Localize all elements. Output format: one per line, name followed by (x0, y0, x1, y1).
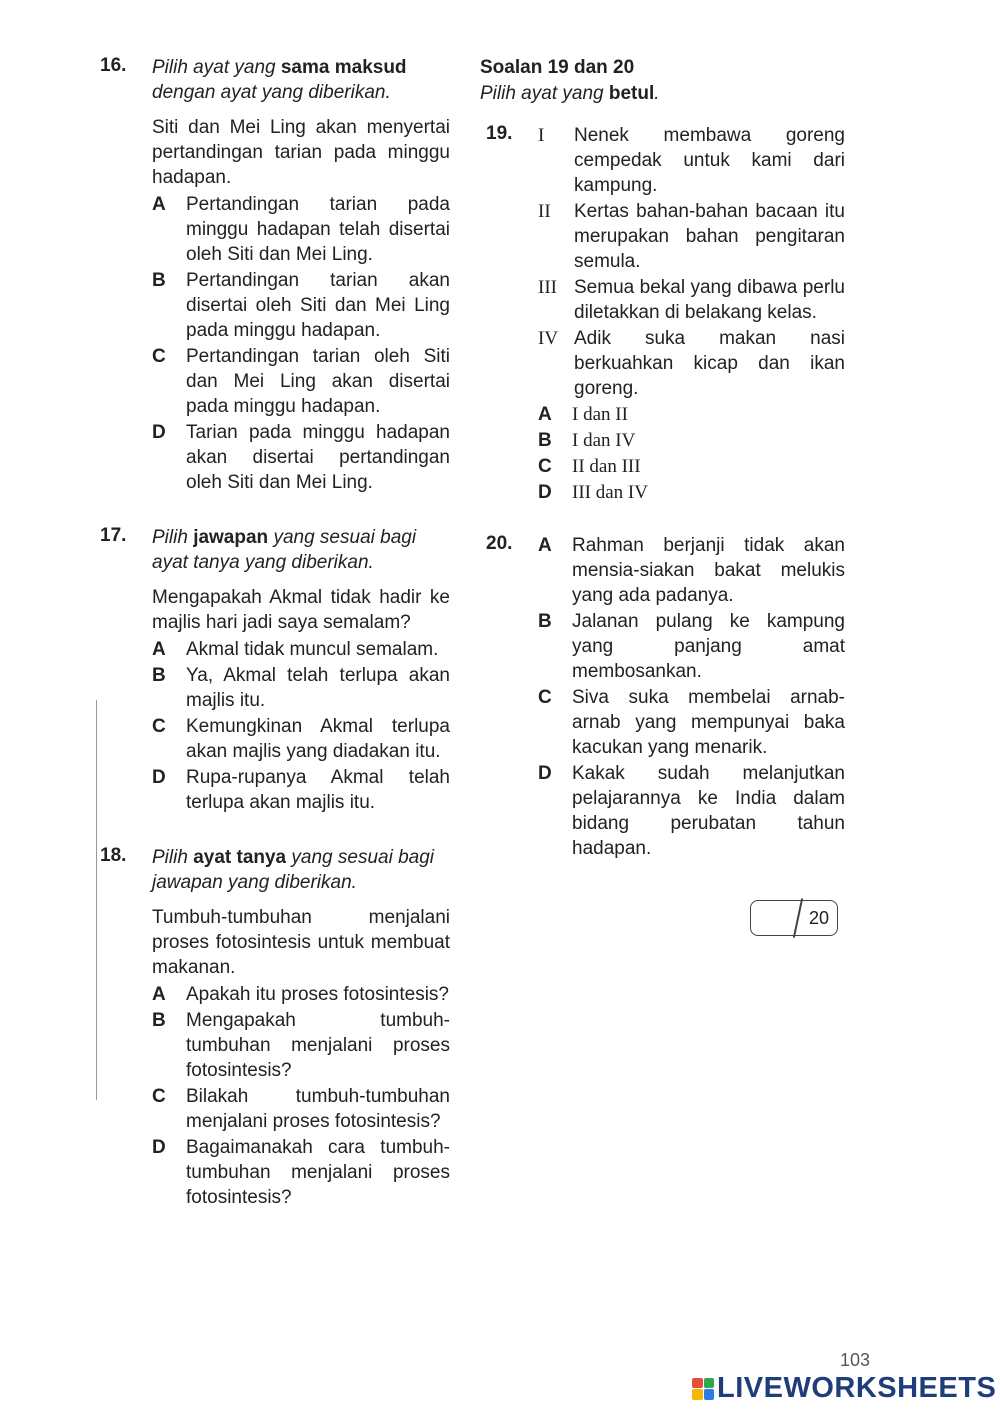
option-text: Kemungkinan Akmal terlupa akan majlis yang diadakan itu. (186, 716, 450, 762)
logo-square (692, 1389, 703, 1400)
statement-numeral: III (538, 277, 557, 298)
option-text: Mengapakah tumbuh-tumbuhan menjalani proses fotosintesis? (186, 1010, 450, 1081)
instruction: Pilih jawapan yang sesuai bagi ayat tanya yang diberikan. (152, 527, 417, 573)
statement-numeral: I (538, 125, 545, 146)
option-d[interactable] (152, 420, 450, 495)
question-stem: Mengapakah Akmal tidak hadir ke majlis hari jadi saya semalam? (152, 587, 450, 633)
option-a[interactable] (538, 402, 845, 427)
option-b[interactable] (538, 609, 845, 684)
option-c[interactable] (152, 344, 450, 419)
option-letter: B (538, 611, 552, 632)
liveworksheets-logo-icon (692, 1378, 714, 1400)
margin-line (96, 700, 97, 1100)
logo-square (692, 1378, 703, 1389)
options (538, 533, 845, 861)
option-letter: D (152, 422, 166, 443)
statement-iv (538, 326, 845, 401)
option-letter: C (538, 456, 552, 477)
option-d[interactable] (538, 480, 845, 505)
options (152, 192, 450, 495)
option-text: I dan IV (572, 430, 636, 451)
question-stem: Siti dan Mei Ling akan menyertai pertandingan tarian pada minggu hadapan. (152, 117, 450, 188)
option-b[interactable] (538, 428, 845, 453)
option-letter: C (152, 716, 166, 737)
option-text: I dan II (572, 404, 628, 425)
left-column (100, 55, 450, 1211)
option-letter: A (538, 535, 552, 556)
option-text: Kakak sudah melanjutkan pelajarannya ke India dalam bidang perubatan tahun hadapan. (572, 763, 845, 859)
option-a[interactable] (152, 982, 450, 1007)
option-text: Ya, Akmal telah terlupa akan majlis itu. (186, 665, 450, 711)
option-letter: D (152, 767, 166, 788)
option-letter: C (538, 687, 552, 708)
option-text: Pertandingan tarian oleh Siti dan Mei Ling akan disertai pada minggu hadapan. (186, 346, 450, 417)
option-text: Pertandingan tarian akan disertai oleh Siti dan Mei Ling pada minggu hadapan. (186, 270, 450, 341)
option-text: Siva suka membelai arnab-arnab yang mempunyai baka kacukan yang menarik. (572, 687, 845, 758)
statement-text: Nenek membawa goreng cempedak untuk kami dari kampung. (574, 125, 845, 196)
statement-ii (538, 199, 845, 274)
option-d[interactable] (152, 1135, 450, 1210)
option-letter: D (538, 763, 552, 784)
option-c[interactable] (538, 685, 845, 760)
option-text: II dan III (572, 456, 641, 477)
option-letter: A (152, 194, 166, 215)
statement-i (538, 123, 845, 198)
option-text: III dan IV (572, 482, 648, 503)
right-column (480, 55, 845, 862)
option-letter: B (152, 270, 166, 291)
question-number: 18. (100, 845, 127, 866)
option-b[interactable] (152, 1008, 450, 1083)
option-d[interactable] (152, 765, 450, 815)
option-letter: B (538, 430, 552, 451)
question-number: 17. (100, 525, 127, 546)
score-box (750, 900, 838, 936)
option-text: Rupa-rupanya Akmal telah terlupa akan majlis itu. (186, 767, 450, 813)
instruction: Pilih ayat tanya yang sesuai bagi jawapan yang diberikan. (152, 847, 435, 893)
statement-numeral: II (538, 201, 551, 222)
question-stem: Tumbuh-tumbuhan menjalani proses fotosintesis untuk membuat makanan. (152, 907, 450, 978)
score-slash (793, 898, 803, 937)
options (538, 402, 845, 505)
statement-text: Semua bekal yang dibawa perlu diletakkan di belakang kelas. (574, 277, 845, 323)
watermark-text: LIVEWORKSHEETS (717, 1372, 997, 1404)
option-d[interactable] (538, 761, 845, 861)
option-a[interactable] (538, 533, 845, 608)
option-letter: C (152, 1086, 166, 1107)
option-text: Tarian pada minggu hadapan akan disertai pertandingan oleh Siti dan Mei Ling. (186, 422, 450, 493)
option-letter: A (152, 639, 166, 660)
question-number: 20. (486, 533, 513, 554)
option-letter: B (152, 665, 166, 686)
question-17 (100, 525, 450, 815)
option-text: Bagaimanakah cara tumbuh-tumbuhan menjalani proses fotosintesis? (186, 1137, 450, 1208)
options (152, 637, 450, 815)
option-letter: D (152, 1137, 166, 1158)
statement-numeral: IV (538, 328, 559, 349)
instruction: Pilih ayat yang sama maksud dengan ayat yang diberikan. (152, 57, 407, 103)
question-18 (100, 845, 450, 1210)
statement-text: Kertas bahan-bahan bacaan itu merupakan bahan pengitaran semula. (574, 201, 845, 272)
question-number: 19. (486, 123, 513, 144)
option-text: Jalanan pulang ke kampung yang panjang amat membosankan. (572, 611, 845, 682)
option-text: Pertandingan tarian pada minggu hadapan telah disertai oleh Siti dan Mei Ling. (186, 194, 450, 265)
statement-text: Adik suka makan nasi berkuahkan kicap dan ikan goreng. (574, 328, 845, 399)
statements (538, 123, 845, 401)
option-c[interactable] (538, 454, 845, 479)
option-letter: A (152, 984, 166, 1005)
option-text: Akmal tidak muncul semalam. (186, 639, 439, 660)
statement-iii (538, 275, 845, 325)
question-number: 16. (100, 55, 127, 76)
score-total: 20 (808, 908, 829, 928)
option-b[interactable] (152, 268, 450, 343)
option-letter: B (152, 1010, 166, 1031)
question-20 (480, 533, 845, 861)
watermark (692, 1372, 996, 1405)
options (152, 982, 450, 1210)
option-c[interactable] (152, 714, 450, 764)
option-a[interactable] (152, 192, 450, 267)
question-19 (480, 123, 845, 505)
section-title: Soalan 19 dan 20 (480, 57, 635, 78)
option-letter: C (152, 346, 166, 367)
option-text: Bilakah tumbuh-tumbuhan menjalani proses fotosintesis? (186, 1086, 450, 1132)
option-text: Rahman berjanji tidak akan mensia-siakan bakat melukis yang ada padanya. (572, 535, 845, 606)
question-16 (100, 55, 450, 495)
logo-square (704, 1378, 715, 1389)
option-text: Apakah itu proses fotosintesis? (186, 984, 449, 1005)
option-c[interactable] (152, 1084, 450, 1134)
option-a[interactable] (152, 637, 450, 662)
logo-square (704, 1389, 715, 1400)
section-instruction: Pilih ayat yang betul. (480, 83, 660, 104)
option-letter: A (538, 404, 552, 425)
option-b[interactable] (152, 663, 450, 713)
option-letter: D (538, 482, 552, 503)
page-number: 103 (840, 1350, 871, 1370)
